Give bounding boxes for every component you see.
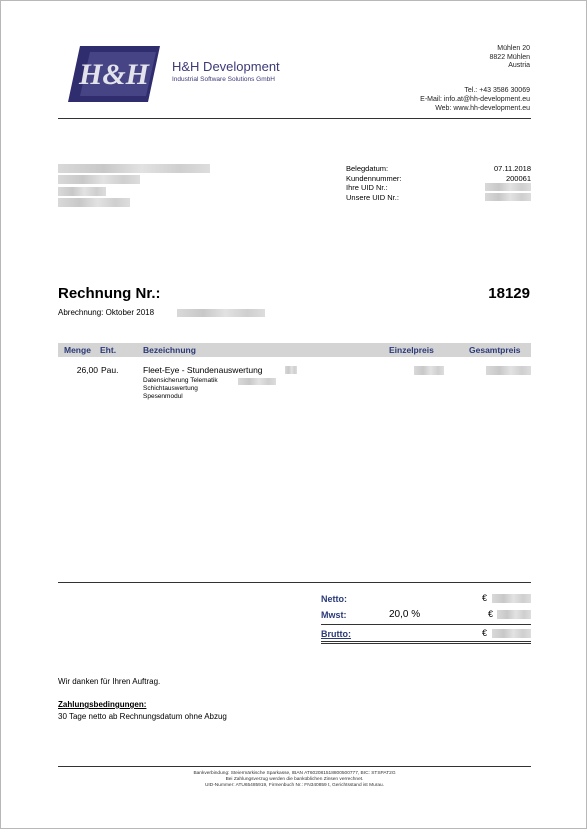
invoice-title: Rechnung Nr.: bbox=[58, 285, 161, 302]
mwst-rate: 20,0 % bbox=[389, 609, 421, 620]
invoice-number: 18129 bbox=[488, 285, 530, 302]
row-qty: 26,00 bbox=[76, 365, 98, 375]
unit-price-redacted bbox=[414, 366, 444, 375]
sender-phone: Tel.: +43 3586 30069 bbox=[464, 87, 530, 95]
subitem: Spesenmodul bbox=[143, 393, 183, 400]
document-meta bbox=[346, 164, 531, 202]
billing-period: Abrechnung: Oktober 2018 bbox=[58, 308, 155, 317]
sender-street: Mühlen 20 bbox=[497, 45, 530, 52]
mwst-label: Mwst: bbox=[321, 610, 347, 620]
footer-registry: UID-Nummer: ATU65485919, Firmenbuch Nr.: FN340859 t, Gerichtsstand ist Murau. bbox=[204, 783, 385, 788]
subitem: Schichtauswertung bbox=[143, 385, 198, 392]
brutto-redacted bbox=[492, 629, 531, 638]
thanks-text: Wir danken für Ihren Auftrag. bbox=[58, 677, 161, 686]
netto-redacted bbox=[492, 594, 531, 603]
customer-label: Kundennummer: bbox=[346, 173, 402, 183]
mwst-redacted bbox=[497, 610, 531, 619]
col-einzelpreis: Einzelpreis bbox=[389, 345, 434, 355]
your-uid-label: Ihre UID Nr.: bbox=[346, 183, 388, 192]
netto-label: Netto: bbox=[321, 594, 347, 604]
brutto-label: Brutto: bbox=[321, 629, 351, 639]
customer-value: 200061 bbox=[505, 173, 531, 183]
your-uid-redacted bbox=[485, 183, 531, 191]
brutto-divider bbox=[321, 624, 531, 625]
recipient-redacted-line bbox=[58, 198, 130, 207]
subitem: Datensicherung Telematik bbox=[143, 377, 218, 384]
total-price-redacted bbox=[486, 366, 531, 375]
header-divider bbox=[58, 118, 531, 119]
logo-text: H&H bbox=[78, 58, 150, 91]
date-label: Belegdatum: bbox=[346, 164, 389, 173]
col-einheit: Eht. bbox=[100, 345, 117, 355]
period-redacted bbox=[177, 309, 265, 317]
footer bbox=[58, 771, 531, 789]
sender-address bbox=[420, 45, 530, 113]
footer-divider bbox=[58, 766, 531, 767]
company-name: H&H Development bbox=[172, 59, 280, 74]
recipient-redacted-line bbox=[58, 175, 140, 184]
footer-interest: Bei Zahlungsverzug werden die banküblichen Zinsen verrechnet. bbox=[225, 777, 364, 782]
row-unit: Pau. bbox=[101, 365, 119, 375]
col-menge: Menge bbox=[64, 345, 91, 355]
table-header bbox=[58, 343, 531, 357]
company-subtitle: Industrial Software Solutions GmbH bbox=[172, 76, 275, 83]
date-value: 07.11.2018 bbox=[494, 164, 531, 173]
footer-bank: Bankverbindung: Steiermärkische Sparkasse, IBAN AT602081518800500777, BIC: STSPAT2G bbox=[193, 771, 396, 776]
currency-symbol: € bbox=[488, 609, 494, 619]
payment-terms-heading: Zahlungsbedingungen: bbox=[58, 700, 147, 709]
payment-terms: 30 Tage netto ab Rechnungsdatum ohne Abzug bbox=[58, 712, 227, 721]
our-uid-label: Unsere UID Nr.: bbox=[346, 192, 399, 202]
col-bezeichnung: Bezeichnung bbox=[143, 345, 196, 355]
currency-symbol: € bbox=[482, 628, 488, 638]
our-uid-redacted bbox=[485, 193, 531, 201]
company-logo bbox=[68, 46, 160, 102]
desc-redacted bbox=[285, 366, 297, 374]
sender-city: 8822 Mühlen bbox=[489, 53, 530, 61]
brutto-double-underline bbox=[321, 641, 531, 644]
subitem-redacted bbox=[238, 378, 276, 385]
sender-email: E-Mail: info.at@hh-development.eu bbox=[420, 95, 530, 103]
row-subitems bbox=[143, 377, 218, 401]
col-gesamtpreis: Gesamtpreis bbox=[469, 345, 521, 355]
totals-divider bbox=[58, 582, 531, 583]
sender-country: Austria bbox=[508, 62, 530, 70]
currency-symbol: € bbox=[482, 593, 488, 603]
recipient-redacted-line bbox=[58, 164, 210, 173]
recipient-redacted-line bbox=[58, 187, 106, 196]
sender-web: Web: www.hh-development.eu bbox=[435, 104, 530, 112]
row-description: Fleet-Eye - Stundenauswertung bbox=[143, 365, 263, 375]
